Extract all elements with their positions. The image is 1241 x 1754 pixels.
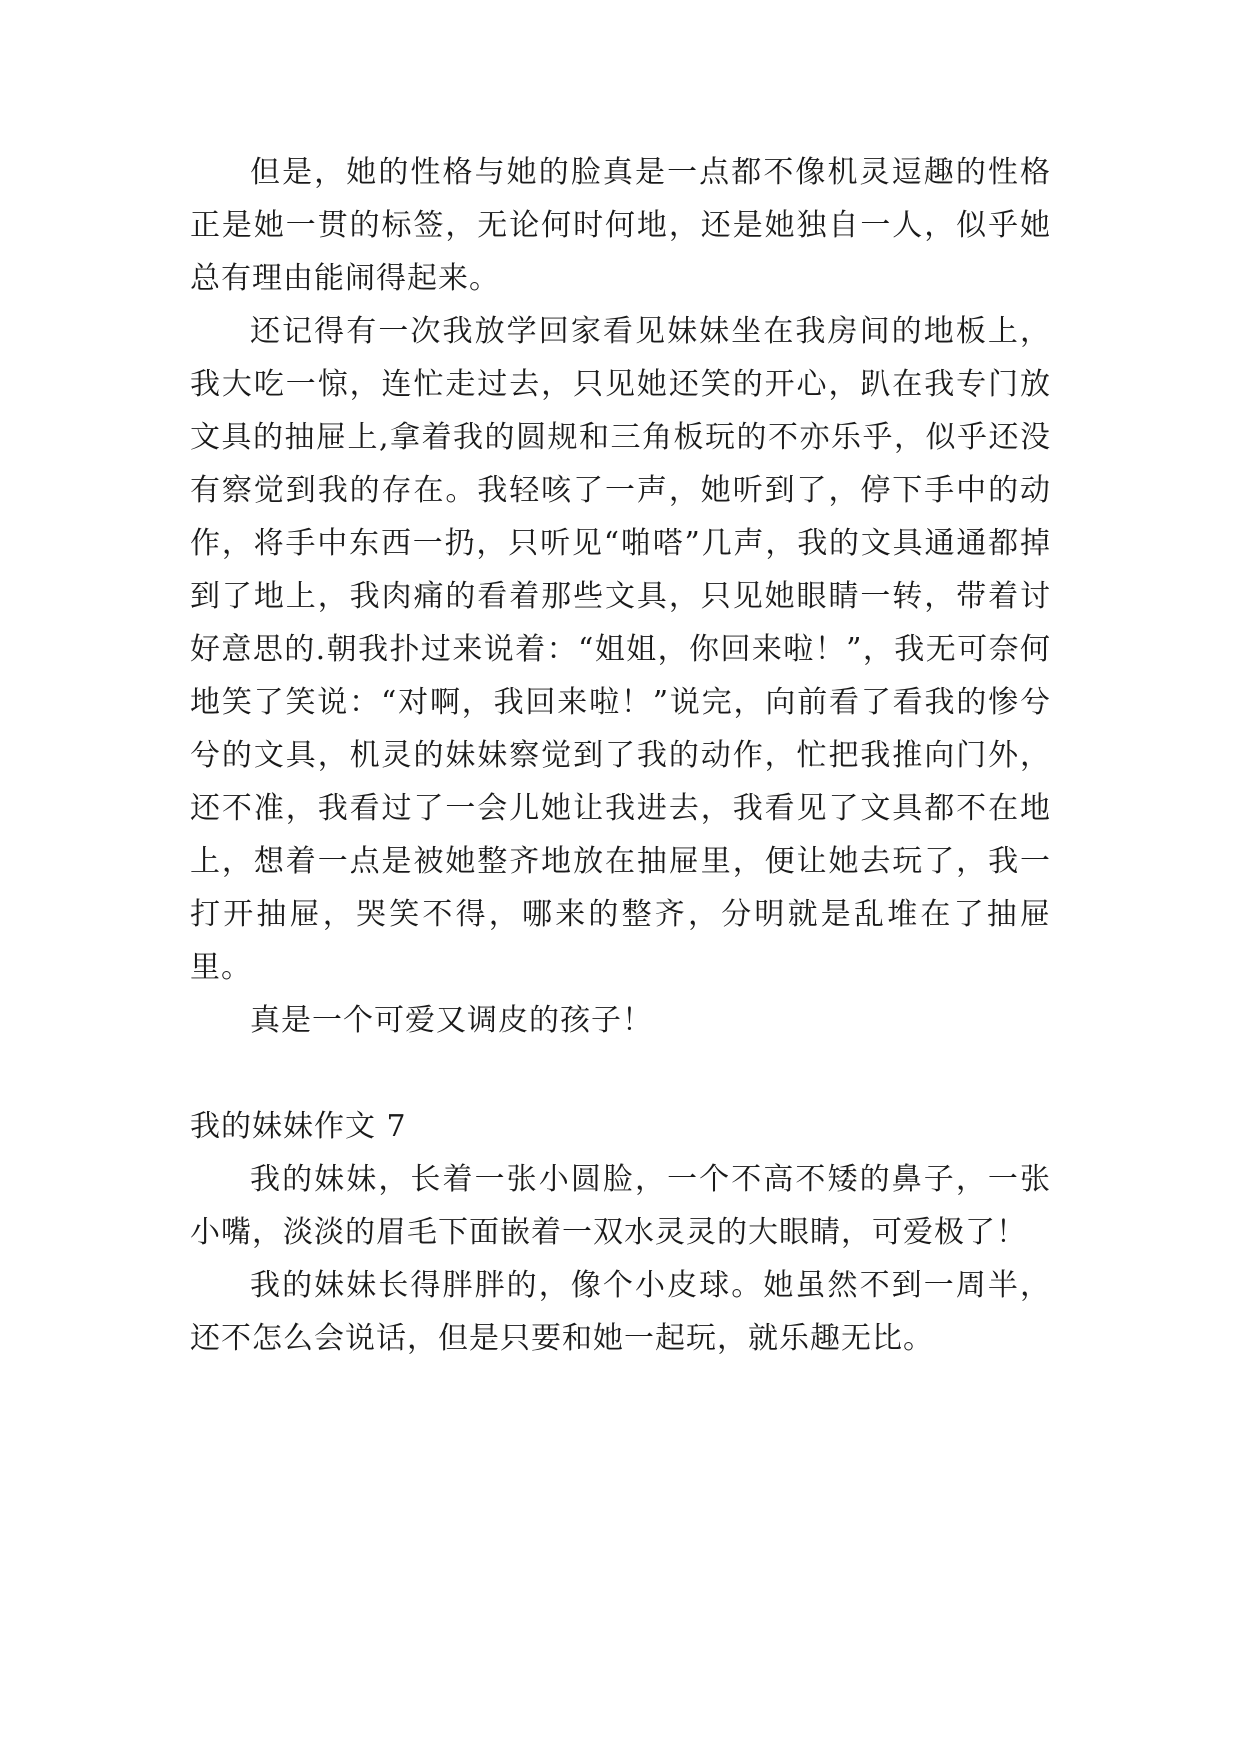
essay-heading: 我的妹妹作文 7 (190, 1109, 407, 1144)
paragraph-appearance: 我的妹妹，长着一张小圆脸，一个不高不矮的鼻子，一张小嘴，淡淡的眉毛下面嵌着一双水灵灵的大眼睛，可爱极了！ (190, 1162, 1051, 1250)
blank-line (190, 1047, 1051, 1100)
paragraph-chubby: 我的妹妹长得胖胖的，像个小皮球。她虽然不到一周半，还不怎么会说话，但是只要和她一起玩，就乐趣无比。 (190, 1268, 1051, 1356)
paragraph-story: 还记得有一次我放学回家看见妹妹坐在我房间的地板上，我大吃一惊，连忙走过去，只见她还笑的开心，趴在我专门放文具的抽屉上,拿着我的圆规和三角板玩的不亦乐乎，似乎还没有察觉到我的存在。我轻咳了一声，她听到了，停下手中的动作，将手中东西一扔，只听见“啪嗒”几声，我的文具通通都掉到了地上，我肉痛的看着那些文具，只见她眼睛一转，带着讨好意思的.朝我扑过来说着：“姐姐，你回来啦！”，我无可奈何地笑了笑说：“对啊，我回来啦！”说完，向前看了看我的惨兮兮的文具，机灵的妹妹察觉到了我的动作，忙把我推向门外，还不准，我看过了一会儿她让我进去，我看见了文具都不在地上，想着一点是被她整齐地放在抽屉里，便让她去玩了，我一打开抽屉，哭笑不得，哪来的整齐，分明就是乱堆在了抽屉里。 (190, 314, 1051, 985)
paragraph-personality: 但是，她的性格与她的脸真是一点都不像机灵逗趣的性格正是她一贯的标签，无论何时何地，还是她独自一人，似乎她总有理由能闹得起来。 (190, 155, 1051, 296)
paragraph-conclusion: 真是一个可爱又调皮的孩子！ (250, 1003, 653, 1038)
document-body (190, 146, 1051, 1365)
